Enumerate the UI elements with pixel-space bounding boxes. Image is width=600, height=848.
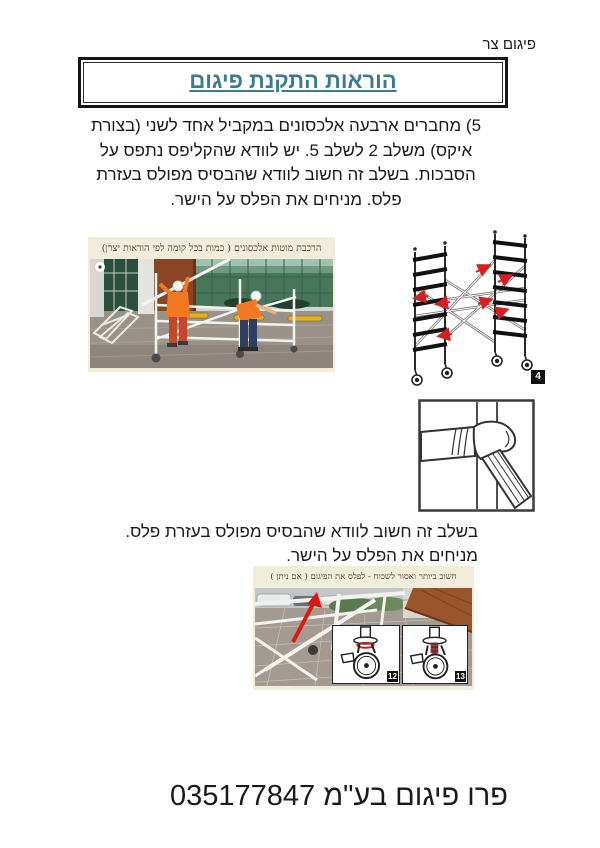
assembly-photo	[90, 259, 333, 368]
brake-lever	[341, 653, 354, 663]
company-footer: פרו פיגום בע"מ 035177847	[169, 780, 508, 812]
assembly-photo-card	[88, 237, 335, 372]
assembly-photo-caption: הרכבת מוטות אלכסונים ( כמות בכל קומה לפי הוראות יצרן)	[101, 243, 322, 254]
wheel-step-badge: 13	[456, 672, 465, 681]
green-glass-panel	[104, 259, 138, 311]
brake-lever	[411, 654, 423, 664]
doc-type-label: פיגום צר	[482, 36, 536, 53]
leveling-photo-caption: חשוב ביותר ואסור לשכוח - לפלס את הפיגום ( אם ניתן )	[270, 572, 457, 582]
caster-wheels	[412, 352, 532, 385]
caster-wheel	[308, 645, 318, 655]
scaffold-tower-diagram	[398, 230, 543, 388]
assembly-photo-illustration	[90, 259, 333, 368]
caster-wheel	[152, 354, 161, 363]
step5-paragraph: 5) מחברים ארבעה אלכסונים במקביל אחד לשני (בצורת איקס) משלב 2 לשלב 5. יש לוודא שהקליפס נתפס על הסבכות. בשלב זה חשוב לוודא שהבסיס מפולס בעזרת פלס. מניחים את הפלס על הישר.	[90, 116, 482, 209]
red-arrow-icon	[283, 590, 328, 646]
page-title: הוראות התקנת פיגום	[189, 68, 397, 93]
caster-wheel-diagram-12	[332, 625, 400, 684]
title-inner-frame	[83, 62, 503, 103]
caster-wheel-diagram-13	[402, 625, 468, 684]
clamp-detail-diagram	[418, 399, 535, 512]
caster-wheel	[291, 346, 298, 353]
title-box	[78, 57, 508, 108]
threaded-spindle	[431, 643, 439, 654]
step-number-badge: 4	[531, 370, 545, 384]
caster-wheel	[236, 350, 244, 358]
leveling-photo	[255, 588, 472, 686]
leveling-paragraph: בשלב זה חשוב לוודא שהבסיס מפולס בעזרת פלס. מניחים את הפלס על הישר.	[125, 522, 478, 565]
wheel-step-badge: 12	[388, 672, 397, 681]
leveling-photo-card	[253, 566, 474, 690]
